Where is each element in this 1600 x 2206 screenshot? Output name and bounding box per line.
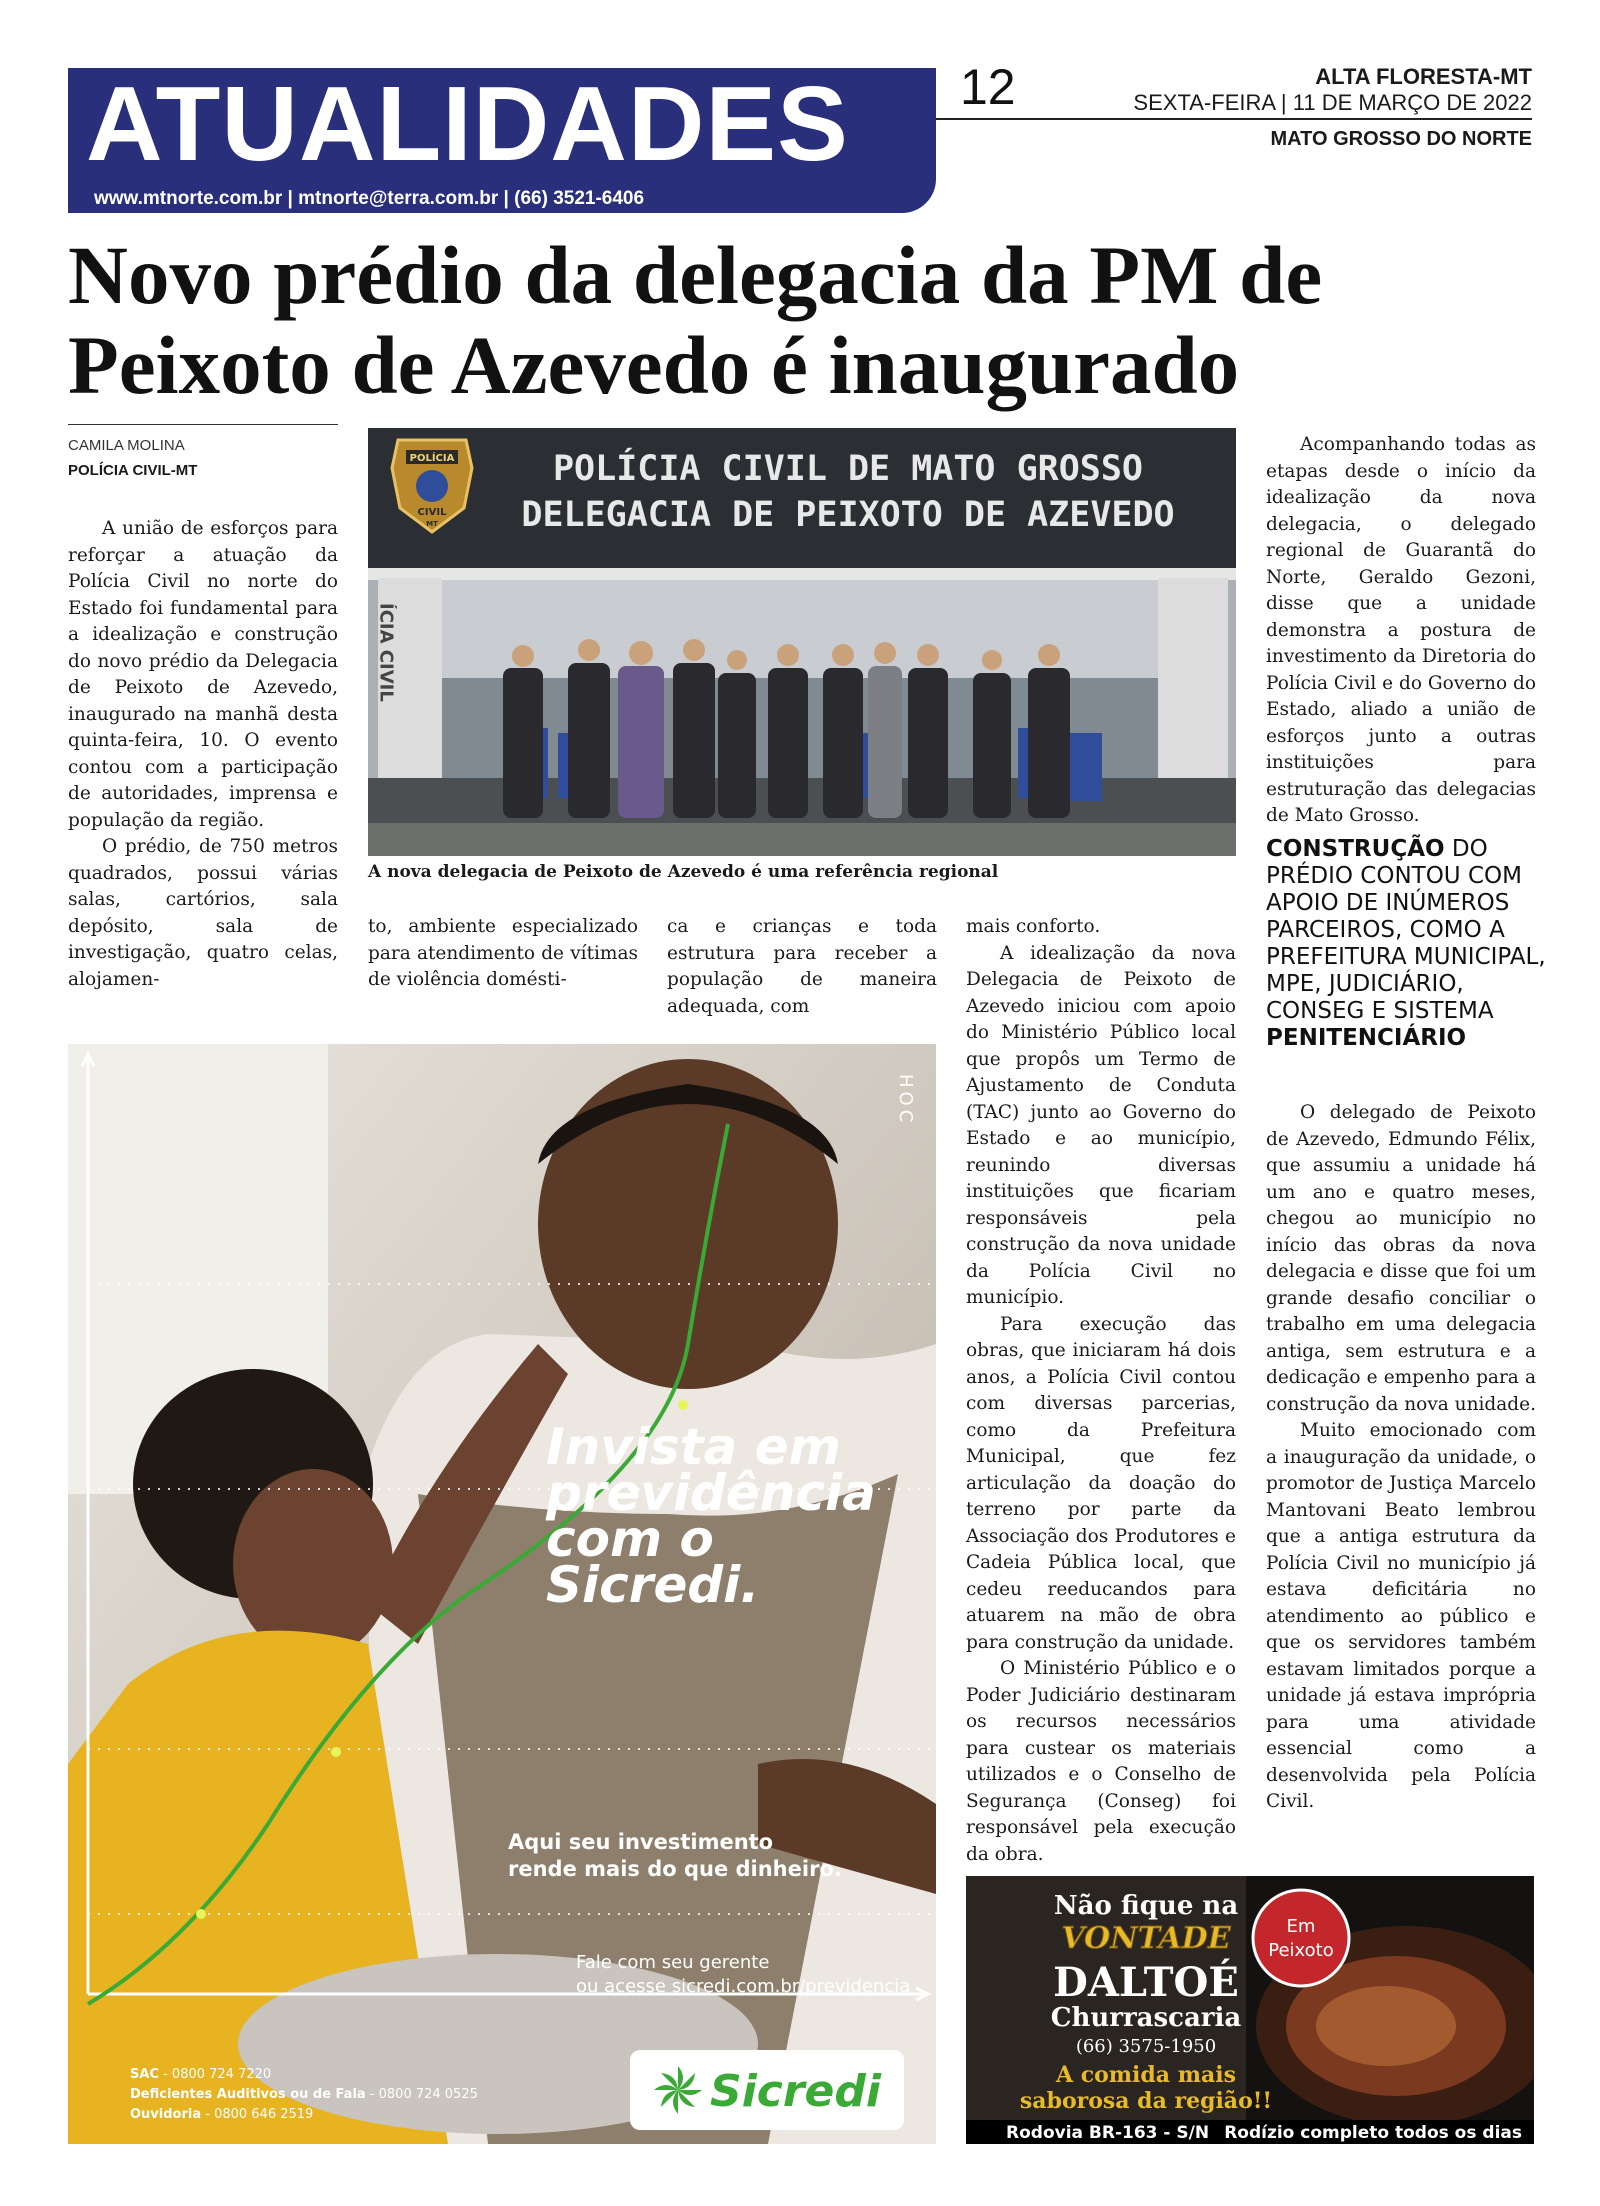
badge-line-1: Em [1286, 1916, 1316, 1937]
daltoe-slogan-1: A comida mais [1055, 2062, 1237, 2088]
daltoe-slogan-2: saborosa da região!! [1019, 2088, 1273, 2114]
article-column-5-top [1266, 432, 1536, 830]
pillar-text: ÍCIA CIVIL [375, 603, 397, 702]
badge-bottom-text: CIVIL [417, 507, 447, 518]
paragraph: O prédio, de 750 metros quadrados, possui várias salas, cartórios, sala depósito, sala de investigação, quatro celas, alojamen- [68, 836, 338, 990]
header-date: SEXTA-FEIRA | 11 DE MARÇO DE 2022 [1133, 90, 1532, 115]
badge-mt-text: MT [426, 520, 438, 528]
article-headline: Novo prédio da delegacia da PM de Peixoto de Azevedo é inaugurado [68, 229, 1323, 411]
paragraph: Muito emocionado com a inauguração da unidade, o promotor de Justiça Marcelo Mantovani Beato lembrou que a antiga estrutura da Polícia Civil no município já estava deficitária no atendimento ao público e que os servidores também estavam limitados porque a unidade já estava imprópria para uma atividade essencial como a desenvolvida pela Polícia Civil. [1266, 1420, 1536, 1812]
photo-caption: A nova delegacia de Peixoto de Azevedo é uma referência regional [368, 862, 999, 882]
pull-quote-text: DO PRÉDIO CONTOU COM APOIO DE INÚMEROS PARCEIROS, COMO A PREFEITURA MUNICIPAL, MPE, JUDICIÁRIO, CONSEG E SISTEMA [1266, 836, 1546, 1024]
ombud-label: Ouvidoria [130, 2107, 202, 2122]
sicredi-headline-3: com o [546, 1510, 714, 1568]
sac-label: SAC [130, 2067, 159, 2082]
contact-line: www.mtnorte.com.br | mtnorte@terra.com.br | (66) 3521-6406 [94, 188, 645, 209]
page-number: 12 [960, 59, 1016, 115]
pull-quote-bold-end: PENITENCIÁRIO [1266, 1025, 1467, 1051]
sign-line-1: POLÍCIA CIVIL DE MATO GROSSO [552, 449, 1144, 489]
deaf-number: - 0800 724 0525 [365, 2087, 478, 2102]
paragraph: ca e crianças e toda estrutura para receber a população de maneira adequada, com [667, 916, 937, 1017]
sicredi-headline-4: Sicredi. [546, 1556, 760, 1614]
agency-mark: HOC [895, 1074, 916, 1127]
pull-quote-bold-start: CONSTRUÇÃO [1266, 836, 1445, 862]
paragraph: Para execução das obras, que iniciaram há dois anos, a Polícia Civil contou com diversas parcerias, como da Prefeitura Municipal, que fez articulação da doação do terreno por parte da Associação dos Produtores e Cadeia Pública local, que cedeu reeducandos para atuarem na mão de obra para construção da unidade. [966, 1313, 1236, 1653]
sicredi-ad-graphic [68, 1044, 936, 2144]
daltoe-ad-graphic [966, 1876, 1534, 2144]
paragraph: mais conforto. [966, 916, 1101, 937]
daltoe-line-1: Não fique na [1053, 1891, 1239, 1921]
badge-line-2: Peixoto [1268, 1940, 1334, 1961]
sicredi-tagline-2: rende mais do que dinheiro. [508, 1857, 842, 1881]
daltoe-brand: DALTOÉ [1053, 1959, 1239, 2006]
header-divider [936, 118, 1532, 120]
paragraph: A união de esforços para reforçar a atuação da Polícia Civil no norte do Estado foi fundamental para a idealização e construção do novo prédio da Delegacia de Peixoto de Azevedo, inaugurado na manhã desta quinta-feira, 10. O evento contou com a participação de autoridades, imprensa e população da região. [68, 518, 338, 831]
article-column-4 [966, 914, 1236, 1868]
daltoe-phone: (66) 3575-1950 [1075, 2036, 1217, 2057]
sicredi-logo [630, 2050, 904, 2130]
sicredi-headline-2: previdência [546, 1464, 876, 1522]
article-author: CAMILA MOLINA [68, 437, 185, 454]
ombud-number: - 0800 646 2519 [201, 2107, 314, 2122]
delegacia-photo-graphic [368, 428, 1236, 856]
sicredi-brand: Sicredi [710, 2066, 881, 2117]
article-column-1 [68, 516, 338, 993]
daltoe-promo: Rodízio completo todos os dias [1224, 2123, 1522, 2143]
sac-number: - 0800 724 7220 [158, 2067, 272, 2082]
section-title: ATUALIDADES [86, 65, 849, 183]
sicredi-advertisement[interactable] [68, 1044, 936, 2144]
pull-quote [1266, 836, 1546, 1052]
paragraph: O Ministério Público e o Poder Judiciário destinaram os recursos necessários para custear os materiais utilizados e o Conselho de Segurança (Conseg) foi responsável pela execução da obra. [966, 1658, 1236, 1865]
deaf-label: Deficientes Auditivos ou de Fala [130, 2087, 366, 2102]
paragraph: O delegado de Peixoto de Azevedo, Edmundo Félix, que assumiu a unidade há um ano e quatro meses, chegou ao município no início das obras da nova delegacia e disse que foi um grande desafio conciliar o trabalho em uma delegacia antiga, sem estrutura e a dedicação e empenho para a construção da nova unidade. [1266, 1102, 1536, 1415]
paragraph: Acompanhando todas as etapas desde o início da idealização da nova delegacia, o delegado regional de Guarantã do Norte, Geraldo Gezoni, disse que a unidade demonstra a postura de investimento da Diretoria do Polícia Civil e do Governo do Estado, aliado a união de esforços junto a outras instituições para estruturação das delegacias de Mato Grosso. [1266, 434, 1536, 826]
sign-line-2: DELEGACIA DE PEIXOTO DE AZEVEDO [521, 495, 1175, 535]
article-column-5-bottom [1266, 1100, 1536, 1816]
daltoe-line-2: VONTADE [1061, 1921, 1231, 1956]
paragraph: A idealização da nova Delegacia de Peixoto de Azevedo iniciou com apoio do Ministério Público local que propôs um Termo de Ajustamento de Conduta (TAC) junto ao Governo do Estado e ao município, reunindo diversas instituições que ficariam responsáveis pela construção da nova unidade da Polícia Civil no município. [966, 942, 1236, 1308]
article-column-2 [368, 914, 638, 994]
daltoe-sub: Churrascaria [1050, 2003, 1242, 2033]
badge-top-text: POLÍCIA [409, 453, 455, 464]
daltoe-address: Rodovia BR-163 - S/N [1006, 2123, 1210, 2143]
svg-text:Ouvidoria - 0800 646 2519 [130, 2107, 313, 2122]
article-organization: POLÍCIA CIVIL-MT [68, 462, 198, 479]
article-column-3 [667, 914, 937, 1020]
sicredi-cta-2: ou acesse sicredi.com.br/previdencia [576, 1976, 911, 1997]
paragraph: to, ambiente especializado para atendimento de vítimas de violência domésti- [368, 916, 638, 990]
daltoe-badge [1253, 1890, 1349, 1986]
svg-text:Deficientes Auditivos ou de Fa [130, 2087, 478, 2102]
article-photo [368, 428, 1236, 856]
header-region: MATO GROSSO DO NORTE [1270, 128, 1532, 150]
daltoe-advertisement[interactable] [966, 1876, 1534, 2144]
header-city: ALTA FLORESTA-MT [1315, 64, 1532, 89]
sicredi-cta-1: Fale com seu gerente [576, 1952, 770, 1973]
sicredi-tagline-1: Aqui seu investimento [508, 1830, 774, 1854]
byline-divider [68, 424, 338, 425]
sicredi-headline-1: Invista em [546, 1418, 841, 1476]
svg-text:SAC - 0800 724 7220 [130, 2067, 271, 2082]
